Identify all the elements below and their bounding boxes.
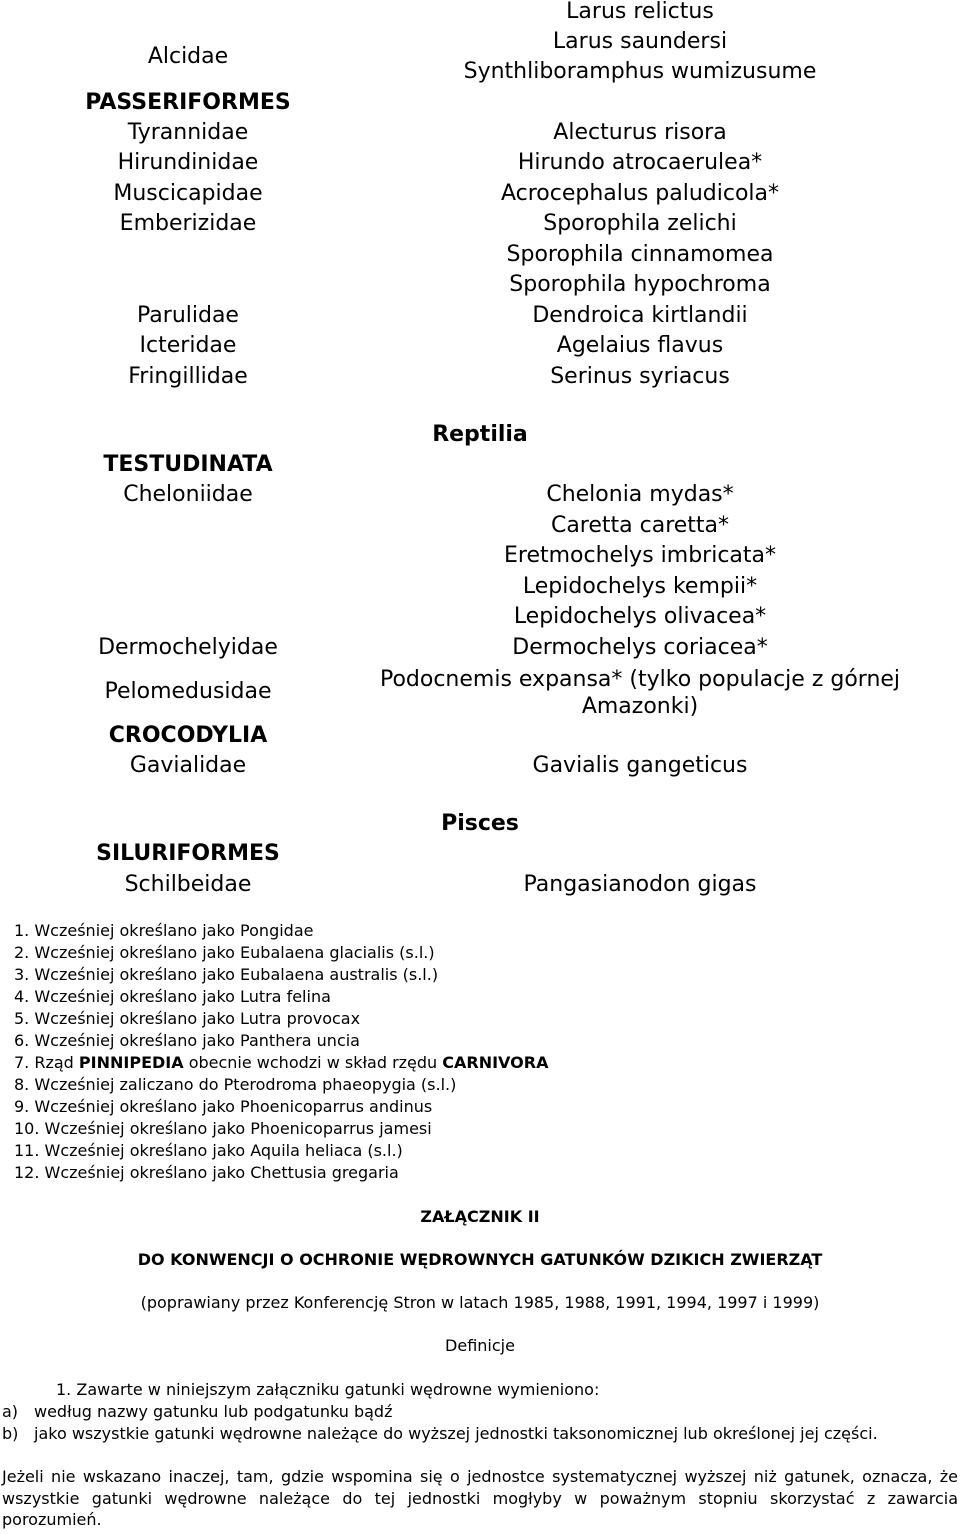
footnote: 8. Wcześniej zaliczano do Pterodroma phaeopygia (s.l.) xyxy=(14,1075,457,1094)
taxon-row xyxy=(0,331,960,361)
list-item-text: według nazwy gatunku lub podgatunku bądź xyxy=(34,1402,393,1421)
species-name: Sporophila hypochroma xyxy=(509,272,771,297)
class-heading: Reptilia xyxy=(432,422,528,447)
taxon-row xyxy=(0,633,960,663)
footnote: 10. Wcześniej określano jako Phoenicoparrus jamesi xyxy=(14,1119,432,1138)
family-name: Icteridae xyxy=(139,333,237,358)
class-heading: Pisces xyxy=(441,811,519,836)
species-name: Gavialis gangeticus xyxy=(532,753,748,778)
list-label: a) xyxy=(2,1402,19,1421)
family-name: Alcidae xyxy=(147,44,229,69)
species-name: Synthliboramphus wumizusume xyxy=(463,59,817,84)
taxon-row xyxy=(0,209,960,239)
species-name: Hirundo atrocaerulea* xyxy=(517,150,763,175)
species-name: Lepidochelys kempii* xyxy=(522,574,758,599)
taxon-row xyxy=(0,572,960,602)
list-item-text: jako wszystkie gatunki wędrowne należące do wyższej jednostki taksonomicznej lub określonej jej części. xyxy=(34,1424,878,1443)
species-name: Caretta caretta* xyxy=(550,513,730,538)
taxon-row xyxy=(0,118,960,148)
taxon-row xyxy=(0,301,960,331)
taxon-row xyxy=(0,480,960,510)
family-name: Pelomedusidae xyxy=(104,679,272,704)
closing-paragraph: Jeżeli nie wskazano inaczej, tam, gdzie wspomina się o jednostce systematycznej wyższej niż gatunek, oznacza, że wszystkie gatunki wędrowne należące do tej jednostki mogłyby w poważnym stopniu skorzystać z zawarcia porozumień. xyxy=(2,1467,958,1529)
taxon-row xyxy=(0,511,960,541)
footnote: 3. Wcześniej określano jako Eubalaena australis (s.l.) xyxy=(14,965,439,984)
footnote: 12. Wcześniej określano jako Chettusia gregaria xyxy=(14,1163,399,1182)
taxon-row xyxy=(0,57,960,87)
species-name: Pangasianodon gigas xyxy=(523,872,757,897)
taxon-row xyxy=(0,270,960,300)
species-name: Eretmochelys imbricata* xyxy=(503,543,777,568)
footnote: 6. Wcześniej określano jako Panthera uncia xyxy=(14,1031,360,1050)
family-name: Hirundinidae xyxy=(117,150,259,175)
species-name: Dermochelys coriacea* xyxy=(512,635,768,660)
family-name: Dermochelyidae xyxy=(98,635,278,660)
species-name: Acrocephalus paludicola* xyxy=(500,181,780,206)
species-name: Chelonia mydas* xyxy=(546,482,734,507)
family-name: Schilbeidae xyxy=(124,872,252,897)
definition-paragraph: 1. Zawarte w niniejszym załączniku gatunki wędrowne wymieniono: xyxy=(56,1380,600,1399)
family-name: Fringillidae xyxy=(128,364,248,389)
footnote: 11. Wcześniej określano jako Aquila heliaca (s.l.) xyxy=(14,1141,403,1160)
taxon-row xyxy=(0,0,960,27)
species-name: Dendroica kirtlandii xyxy=(532,303,748,328)
order-name: CROCODYLIA xyxy=(108,723,268,748)
taxon-row xyxy=(0,839,960,869)
family-name: Muscicapidae xyxy=(113,181,263,206)
family-name: Parulidae xyxy=(137,303,239,328)
species-name: Podocnemis expansa* (tylko populacje z górnej Amazonki) xyxy=(379,667,901,719)
taxon-row xyxy=(0,27,960,69)
taxon-row xyxy=(0,751,960,781)
taxon-row xyxy=(0,541,960,571)
annex-amended-note: (poprawiany przez Konferencję Stron w latach 1985, 1988, 1991, 1994, 1997 i 1999) xyxy=(140,1293,820,1312)
order-name: SILURIFORMES xyxy=(96,841,280,866)
footnote: 7. Rząd PINNIPEDIA obecnie wchodzi w skład rzędu CARNIVORA xyxy=(14,1053,549,1072)
species-name: Larus saundersi xyxy=(552,29,728,54)
species-name: Agelaius flavus xyxy=(556,333,724,358)
family-name: Cheloniidae xyxy=(123,482,253,507)
family-name: Emberizidae xyxy=(119,211,257,236)
species-name: Sporophila zelichi xyxy=(543,211,737,236)
taxon-row xyxy=(0,240,960,270)
taxon-row xyxy=(0,148,960,178)
species-name: Sporophila cinnamomea xyxy=(506,242,774,267)
family-name: Tyrannidae xyxy=(127,120,249,145)
taxon-row xyxy=(0,602,960,632)
species-name: Lepidochelys olivacea* xyxy=(513,604,767,629)
order-name: PASSERIFORMES xyxy=(85,90,291,115)
taxon-row xyxy=(0,870,960,900)
order-name: TESTUDINATA xyxy=(103,452,273,477)
annex-subtitle: DO KONWENCJI O OCHRONIE WĘDROWNYCH GATUNKÓW DZIKICH ZWIERZĄT xyxy=(137,1250,823,1269)
footnote: 9. Wcześniej określano jako Phoenicoparrus andinus xyxy=(14,1097,433,1116)
taxon-row xyxy=(0,721,960,751)
footnote: 1. Wcześniej określano jako Pongidae xyxy=(14,921,314,940)
family-name: Gavialidae xyxy=(129,753,247,778)
footnote: 2. Wcześniej określano jako Eubalaena glacialis (s.l.) xyxy=(14,943,435,962)
footnote: 5. Wcześniej określano jako Lutra provocax xyxy=(14,1009,361,1028)
annex-title: ZAŁĄCZNIK II xyxy=(420,1207,540,1226)
species-name: Alecturus risora xyxy=(553,120,727,145)
list-label: b) xyxy=(2,1424,19,1443)
species-name: Serinus syriacus xyxy=(550,364,730,389)
taxon-row xyxy=(0,88,960,118)
definitions-heading: Definicje xyxy=(445,1336,515,1355)
footnote: 4. Wcześniej określano jako Lutra felina xyxy=(14,987,331,1006)
taxon-row xyxy=(0,362,960,392)
taxon-row xyxy=(0,450,960,480)
species-name: Larus relictus xyxy=(566,0,714,24)
taxon-row xyxy=(0,179,960,209)
